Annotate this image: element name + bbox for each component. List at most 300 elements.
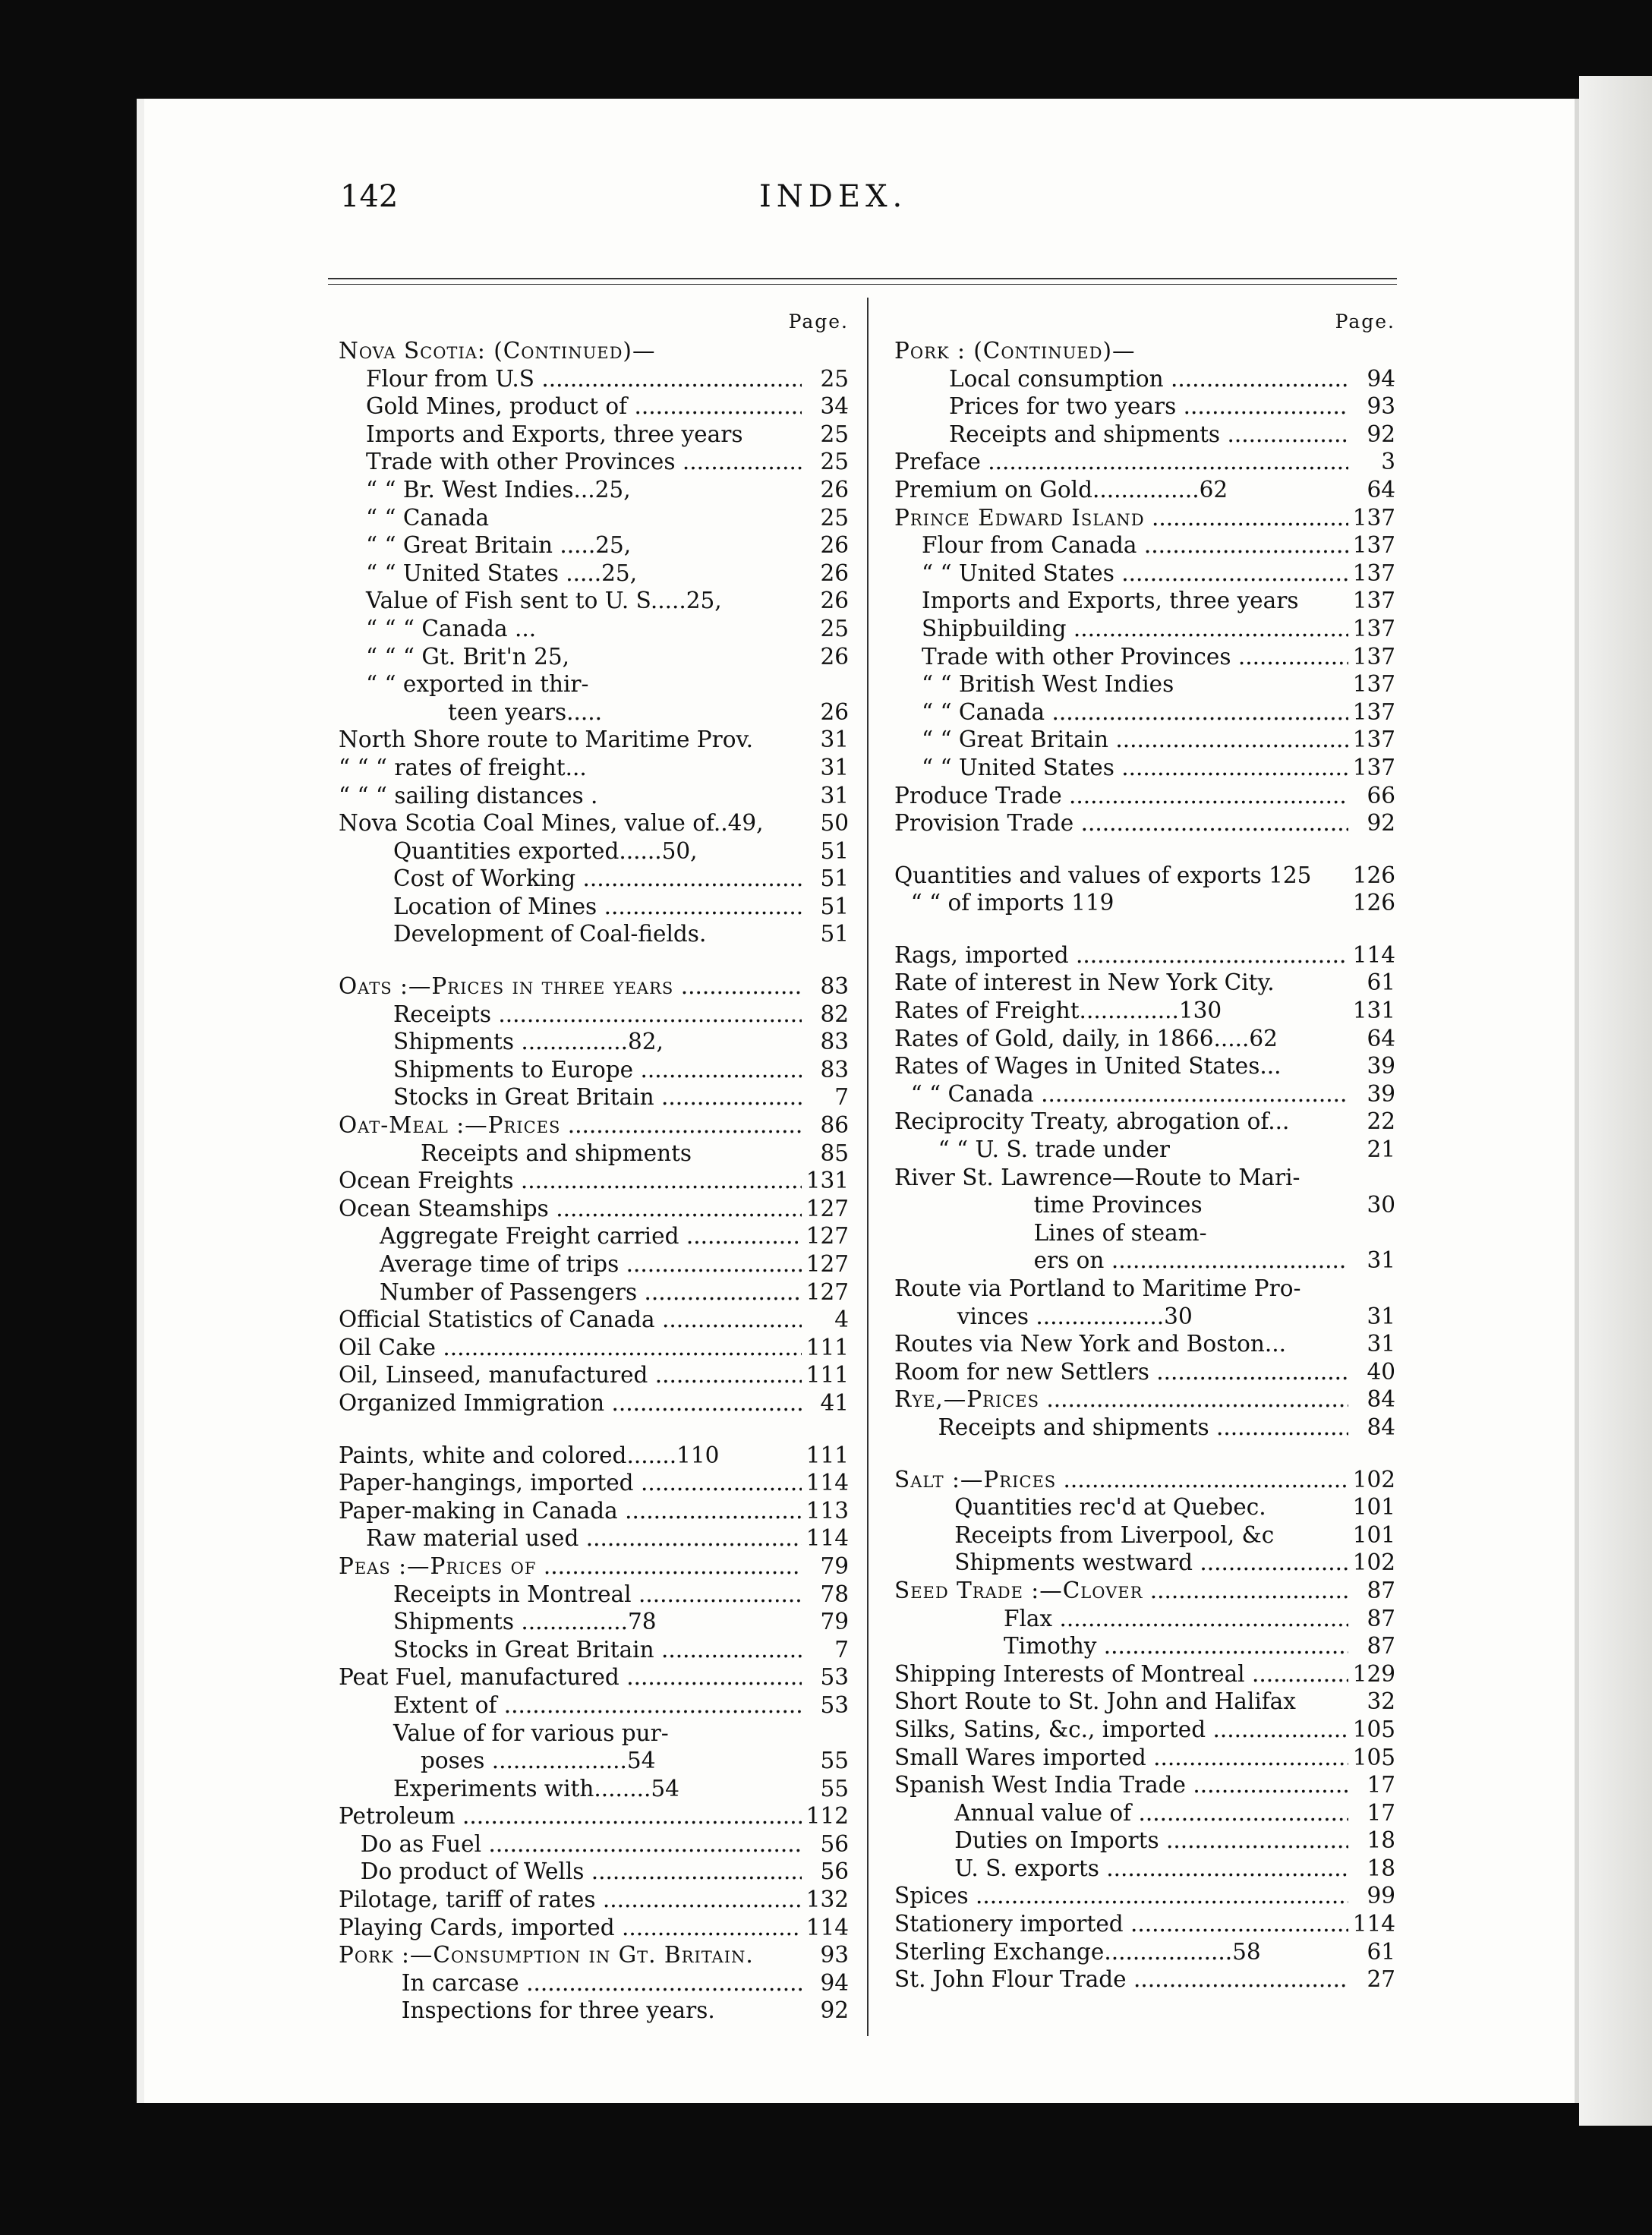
index-entry	[894, 1466, 1395, 1494]
index-entry	[339, 670, 849, 698]
index-entry	[339, 782, 849, 810]
index-page-ref: 53	[820, 1691, 849, 1718]
index-entry-text: “ “ U. S. trade under	[938, 1136, 1171, 1163]
index-entry	[339, 448, 849, 476]
index-entry-text: Pork : (Continued)—	[894, 338, 1136, 364]
section-gap	[894, 1442, 1395, 1466]
index-entry	[339, 1553, 849, 1581]
index-entry-text: “ “ Canada	[910, 1080, 1034, 1107]
index-entry	[339, 865, 849, 893]
index-page-ref: 137	[1352, 727, 1395, 753]
index-entry-text: Aggregate Freight carried	[380, 1223, 679, 1250]
index-entry-list	[894, 337, 1395, 1994]
index-page-ref: 127	[806, 1223, 849, 1250]
index-entry	[339, 1830, 849, 1858]
index-entry-text: River St. Lawrence—Route to Mari-	[894, 1164, 1300, 1190]
index-entry	[894, 726, 1395, 754]
index-entry	[339, 1914, 849, 1942]
index-page-ref: 87	[1367, 1633, 1395, 1660]
index-entry-text: Duties on Imports	[954, 1827, 1159, 1854]
header-rule-bottom	[328, 284, 1397, 285]
index-entry-text: Reciprocity Treaty, abrogation of...	[894, 1108, 1290, 1135]
index-entry	[894, 365, 1395, 393]
index-entry	[894, 698, 1395, 727]
index-entry-text: Do product of Wells	[360, 1858, 585, 1885]
index-entry	[339, 1083, 849, 1111]
index-entry	[339, 1858, 849, 1886]
index-entry	[894, 941, 1395, 969]
page-column-label: Page.	[788, 311, 849, 333]
index-page-ref: 34	[820, 393, 849, 420]
index-page-ref: 111	[806, 1334, 849, 1360]
index-page-ref: 127	[806, 1251, 849, 1277]
index-entry-text: “ “ “ Canada ...	[366, 615, 537, 641]
index-entry-list	[339, 337, 849, 2025]
index-entry-text: vinces ..................30	[957, 1303, 1193, 1329]
index-entry	[894, 670, 1395, 698]
left-index-column	[339, 307, 849, 2025]
index-entry	[339, 1802, 849, 1830]
index-entry-text: “ “ Br. West Indies...25,	[366, 476, 631, 503]
index-page-ref: 31	[820, 754, 849, 780]
index-entry	[894, 1108, 1395, 1136]
index-entry-text: Route via Portland to Maritime Pro-	[894, 1275, 1301, 1301]
index-page-ref: 94	[820, 1969, 849, 1996]
index-page-ref: 129	[1352, 1660, 1395, 1687]
index-entry	[894, 1882, 1395, 1910]
index-page-ref: 126	[1352, 862, 1395, 888]
index-entry-text: Shipping Interests of Montreal	[894, 1660, 1245, 1687]
index-page-ref: 55	[820, 1748, 849, 1774]
index-page-ref: 26	[820, 476, 849, 503]
index-entry	[894, 1219, 1395, 1247]
next-page-edge	[1579, 76, 1652, 2126]
index-entry-text: Playing Cards, imported	[339, 1914, 615, 1940]
index-entry-text: Number of Passengers	[380, 1278, 638, 1305]
index-page-ref: 84	[1367, 1414, 1395, 1440]
index-entry	[339, 809, 849, 837]
index-page-ref: 21	[1367, 1136, 1395, 1163]
index-entry-text: Sterling Exchange..................58	[894, 1938, 1261, 1965]
index-page-ref: 137	[1352, 615, 1395, 641]
index-page-ref: 31	[1367, 1331, 1395, 1357]
index-page-ref: 31	[1367, 1247, 1395, 1274]
index-entry-text: Receipts from Liverpool, &c	[954, 1521, 1275, 1548]
index-entry-text: Rate of interest in New York City.	[894, 969, 1275, 996]
index-entry	[894, 997, 1395, 1025]
index-page-ref: 64	[1367, 1025, 1395, 1051]
index-entry-text: Shipments ...............82,	[393, 1029, 664, 1055]
index-entry-text: Receipts and shipments	[949, 421, 1221, 447]
index-entry-text: Produce Trade	[894, 782, 1062, 809]
page-column-label: Page.	[1335, 311, 1395, 333]
index-entry	[894, 448, 1395, 476]
index-entry	[339, 1389, 849, 1417]
index-entry-text: Oat-Meal :—Prices	[339, 1112, 561, 1139]
index-entry-text: Receipts in Montreal	[393, 1581, 632, 1607]
index-entry	[894, 889, 1395, 917]
index-page-ref: 78	[820, 1581, 849, 1607]
index-page-ref: 25	[820, 615, 849, 641]
index-entry-text: Imports and Exports, three years	[922, 588, 1299, 614]
index-entry-text: Trade with other Provinces	[922, 643, 1231, 670]
index-page-ref: 50	[820, 810, 849, 837]
index-entry-text: Value of Fish sent to U. S.....25,	[366, 588, 722, 614]
index-entry	[894, 1855, 1395, 1883]
index-entry	[894, 1965, 1395, 1994]
index-page-ref: 83	[820, 1056, 849, 1083]
index-page-ref: 26	[820, 532, 849, 559]
index-entry	[339, 1524, 849, 1553]
index-entry	[894, 504, 1395, 532]
index-entry	[339, 421, 849, 449]
index-entry	[339, 560, 849, 588]
index-entry	[894, 1164, 1395, 1192]
index-entry-text: Do as Fuel	[360, 1830, 482, 1857]
index-page-ref: 61	[1367, 1938, 1395, 1965]
index-entry-text: Nova Scotia: (Continued)—	[339, 338, 656, 364]
index-entry-text: “ “ of imports 119	[910, 890, 1114, 916]
index-entry-text: “ “ Great Britain .....25,	[366, 532, 632, 559]
index-page-ref: 51	[820, 865, 849, 892]
index-entry-text: Annual value of	[954, 1799, 1132, 1826]
index-page-ref: 131	[806, 1168, 849, 1194]
index-page-ref: 31	[820, 727, 849, 753]
index-entry-text: Receipts and shipments	[421, 1140, 692, 1166]
index-entry-text: Average time of trips	[380, 1251, 620, 1277]
index-entry	[339, 1997, 849, 2025]
index-entry-text: Shipbuilding	[922, 615, 1067, 641]
index-page-ref: 127	[806, 1195, 849, 1222]
index-entry	[339, 1720, 849, 1748]
index-entry-text: Inspections for three years.	[401, 1997, 715, 2024]
index-entry	[339, 1775, 849, 1803]
index-entry	[894, 1080, 1395, 1108]
index-entry	[894, 531, 1395, 560]
index-entry	[339, 1195, 849, 1223]
index-entry-text: Value of for various pur-	[393, 1720, 669, 1746]
index-page-ref: 105	[1352, 1716, 1395, 1742]
index-entry-text: “ “ Canada	[366, 504, 490, 531]
index-entry-text: Salt :—Prices	[894, 1466, 1057, 1493]
index-page-ref: 40	[1367, 1358, 1395, 1385]
index-entry-text: In carcase	[401, 1969, 519, 1996]
index-entry-text: St. John Flour Trade	[894, 1966, 1127, 1993]
index-entry	[339, 1361, 849, 1389]
index-entry-text: Stocks in Great Britain	[393, 1636, 654, 1663]
index-entry-text: Gold Mines, product of	[366, 393, 628, 420]
index-entry	[894, 560, 1395, 588]
index-page-ref: 114	[806, 1470, 849, 1496]
index-entry	[894, 476, 1395, 504]
index-entry	[894, 587, 1395, 615]
index-page-ref: 55	[820, 1775, 849, 1802]
index-entry	[339, 365, 849, 393]
index-page-ref: 105	[1352, 1744, 1395, 1770]
index-page-ref: 137	[1352, 588, 1395, 614]
index-entry-text: Trade with other Provinces	[366, 449, 676, 475]
index-entry	[339, 893, 849, 921]
index-page-ref: 17	[1367, 1799, 1395, 1826]
index-page-ref: 86	[820, 1112, 849, 1139]
index-page-ref: 18	[1367, 1855, 1395, 1881]
index-entry	[339, 1886, 849, 1914]
section-gap	[339, 948, 849, 972]
index-page-ref: 61	[1367, 969, 1395, 996]
index-page-ref: 4	[834, 1307, 849, 1333]
index-entry	[339, 1636, 849, 1664]
index-entry-text: Ocean Steamships	[339, 1195, 549, 1222]
index-entry	[339, 1278, 849, 1307]
index-entry-text: Flax	[1004, 1605, 1053, 1631]
index-entry	[339, 1608, 849, 1636]
index-page-ref: 25	[820, 421, 849, 447]
index-page-ref: 127	[806, 1278, 849, 1305]
index-page-ref: 131	[1352, 998, 1395, 1024]
index-entry	[894, 1744, 1395, 1772]
index-page-ref: 132	[806, 1887, 849, 1913]
index-entry-text: Local consumption	[949, 365, 1164, 392]
index-page-ref: 114	[806, 1525, 849, 1552]
index-entry-text: Premium on Gold...............62	[894, 476, 1228, 503]
index-page-ref: 102	[1352, 1549, 1395, 1576]
index-entry	[894, 1052, 1395, 1080]
index-entry	[339, 1497, 849, 1525]
index-entry-text: Rye,—Prices	[894, 1386, 1040, 1413]
index-entry-text: Quantities and values of exports 125	[894, 862, 1312, 888]
index-page-ref: 7	[834, 1636, 849, 1663]
index-entry-text: Short Route to St. John and Halifax	[894, 1688, 1296, 1715]
index-page-ref: 92	[1367, 421, 1395, 447]
index-entry	[894, 1358, 1395, 1386]
index-entry	[339, 1969, 849, 1997]
index-entry-text: Location of Mines	[393, 893, 597, 919]
index-entry-text: Experiments with........54	[393, 1775, 679, 1802]
index-page-ref: 92	[1367, 810, 1395, 837]
index-page-ref: 87	[1367, 1577, 1395, 1603]
index-page-ref: 22	[1367, 1108, 1395, 1135]
index-entry-text: Development of Coal-fields.	[393, 921, 707, 947]
index-entry-text: Paints, white and colored.......110	[339, 1442, 720, 1468]
index-entry-text: Prices for two years	[949, 393, 1177, 420]
index-entry	[894, 809, 1395, 837]
index-page-ref: 137	[1352, 671, 1395, 698]
index-entry-text: Extent of	[393, 1691, 497, 1718]
index-page-ref: 41	[820, 1389, 849, 1416]
index-entry	[894, 1303, 1395, 1331]
index-page-ref: 56	[820, 1858, 849, 1885]
right-index-column	[894, 307, 1395, 1994]
index-page-ref: 26	[820, 588, 849, 614]
index-entry	[894, 1549, 1395, 1577]
index-entry	[894, 1716, 1395, 1744]
index-entry	[339, 643, 849, 671]
index-page-ref: 64	[1367, 476, 1395, 503]
index-entry-text: Quantities rec'd at Quebec.	[954, 1494, 1266, 1521]
index-entry-text: time Provinces	[1033, 1192, 1203, 1218]
index-entry	[894, 1247, 1395, 1275]
index-entry	[894, 969, 1395, 997]
index-entry-text: Small Wares imported	[894, 1744, 1146, 1770]
index-entry	[894, 615, 1395, 643]
index-entry	[339, 1306, 849, 1334]
index-entry-text: Prince Edward Island	[894, 504, 1145, 531]
index-entry-text: Official Statistics of Canada	[339, 1307, 655, 1333]
index-entry	[339, 1442, 849, 1470]
index-entry-text: Peas :—Prices of	[339, 1553, 537, 1579]
index-entry-text: Rates of Gold, daily, in 1866.....62	[894, 1025, 1278, 1051]
index-page-ref: 79	[820, 1553, 849, 1579]
index-entry	[894, 1025, 1395, 1053]
index-entry	[339, 1250, 849, 1278]
index-entry-text: Petroleum	[339, 1803, 456, 1830]
index-entry	[894, 1632, 1395, 1660]
index-entry-text: “ “ British West Indies	[922, 671, 1174, 698]
index-entry-text: Pilotage, tariff of rates	[339, 1887, 596, 1913]
index-page-ref: 112	[806, 1803, 849, 1830]
index-entry-text: Flour from Canada	[922, 532, 1137, 559]
index-entry	[894, 1385, 1395, 1414]
index-page-ref: 25	[820, 504, 849, 531]
index-entry-text: Ocean Freights	[339, 1168, 514, 1194]
index-page-ref: 137	[1352, 698, 1395, 725]
section-gap	[894, 837, 1395, 862]
index-entry-text: Pork :—Consumption in Gt. Britain.	[339, 1942, 754, 1969]
section-gap	[339, 1417, 849, 1442]
index-page-ref: 53	[820, 1664, 849, 1691]
page-title: INDEX.	[759, 179, 908, 214]
index-page-ref: 137	[1352, 643, 1395, 670]
index-entry-text: “ “ Great Britain	[922, 727, 1108, 753]
index-entry-text: Stationery imported	[894, 1911, 1124, 1937]
index-entry	[894, 337, 1395, 365]
index-entry	[339, 1469, 849, 1497]
index-entry	[339, 754, 849, 782]
index-page-ref: 26	[820, 643, 849, 670]
page-number: 142	[340, 179, 399, 214]
index-entry	[894, 421, 1395, 449]
index-entry	[339, 1747, 849, 1775]
index-entry	[339, 1334, 849, 1362]
index-entry	[339, 1581, 849, 1609]
index-entry-text: Rates of Freight..............130	[894, 998, 1222, 1024]
index-entry-text: Oil, Linseed, manufactured	[339, 1362, 648, 1389]
index-page-ref: 66	[1367, 782, 1395, 809]
index-entry-text: Spices	[894, 1883, 969, 1909]
index-page-ref: 26	[820, 698, 849, 725]
index-page-ref: 137	[1352, 560, 1395, 586]
index-page-ref: 111	[806, 1362, 849, 1389]
index-entry-text: Shipments ...............78	[393, 1609, 657, 1635]
index-page-ref: 84	[1367, 1386, 1395, 1413]
index-entry	[894, 754, 1395, 782]
index-entry-text: Rates of Wages in United States...	[894, 1053, 1282, 1080]
index-entry-text: Lines of steam-	[1033, 1219, 1207, 1246]
header-rule-top	[328, 278, 1397, 279]
index-entry-text: Provision Trade	[894, 810, 1074, 837]
section-gap	[894, 917, 1395, 941]
index-page-ref: 39	[1367, 1053, 1395, 1080]
index-page-ref: 31	[1367, 1303, 1395, 1329]
index-entry-text: “ “ “ Gt. Brit'n 25,	[366, 643, 570, 670]
index-entry	[339, 337, 849, 365]
index-entry-text: Nova Scotia Coal Mines, value of..49,	[339, 810, 764, 837]
index-page-ref: 51	[820, 893, 849, 919]
index-entry	[339, 972, 849, 1001]
index-entry-text: Shipments to Europe	[393, 1056, 634, 1083]
index-page-ref: 18	[1367, 1827, 1395, 1854]
index-entry-text: Peat Fuel, manufactured	[339, 1664, 620, 1691]
index-entry	[894, 1191, 1395, 1219]
index-page-ref: 39	[1367, 1080, 1395, 1107]
index-page-ref: 51	[820, 921, 849, 947]
index-page-ref: 114	[1352, 1911, 1395, 1937]
index-page-ref: 99	[1367, 1883, 1395, 1909]
index-entry	[894, 1577, 1395, 1605]
index-page-ref: 93	[1367, 393, 1395, 420]
index-entry	[894, 1938, 1395, 1966]
index-entry-text: Paper-hangings, imported	[339, 1470, 634, 1496]
index-page-ref: 93	[820, 1942, 849, 1969]
index-entry	[894, 1605, 1395, 1633]
index-entry-text: Organized Immigration	[339, 1389, 605, 1416]
index-page-ref: 114	[806, 1914, 849, 1940]
index-entry	[894, 1660, 1395, 1688]
index-page-ref: 101	[1352, 1521, 1395, 1548]
index-page-ref: 113	[806, 1497, 849, 1524]
index-entry	[894, 1799, 1395, 1827]
index-page-ref: 27	[1367, 1966, 1395, 1993]
index-entry	[894, 1910, 1395, 1938]
index-entry-text: “ “ exported in thir-	[366, 671, 589, 698]
index-entry-text: teen years.....	[448, 698, 602, 725]
index-entry	[894, 1136, 1395, 1164]
index-page-ref: 101	[1352, 1494, 1395, 1521]
index-entry	[894, 1688, 1395, 1716]
index-entry	[339, 1001, 849, 1029]
index-entry	[339, 587, 849, 615]
index-page-ref: 111	[806, 1442, 849, 1468]
index-entry-text: Shipments westward	[954, 1549, 1193, 1576]
index-entry-text: Oats :—Prices in three years	[339, 973, 674, 1000]
index-entry-text: Routes via New York and Boston...	[894, 1331, 1286, 1357]
index-entry	[339, 1167, 849, 1195]
index-entry-text: Flour from U.S	[366, 365, 535, 392]
index-entry	[339, 837, 849, 865]
index-page-ref: 7	[834, 1084, 849, 1111]
index-entry-text: poses ...................54	[421, 1748, 656, 1774]
index-entry-text: “ “ United States .....25,	[366, 560, 638, 586]
index-entry	[339, 698, 849, 727]
index-entry	[894, 392, 1395, 421]
index-entry-text: “ “ Canada	[922, 698, 1045, 725]
index-entry	[894, 1521, 1395, 1549]
index-page-ref: 85	[820, 1140, 849, 1166]
index-entry-text: Paper-making in Canada	[339, 1497, 618, 1524]
index-entry	[339, 726, 849, 754]
index-page-ref: 137	[1352, 504, 1395, 531]
index-page-ref: 25	[820, 449, 849, 475]
index-entry-text: Timothy	[1004, 1633, 1097, 1660]
index-page-ref: 79	[820, 1609, 849, 1635]
index-entry	[894, 643, 1395, 671]
index-page-ref: 137	[1352, 754, 1395, 780]
index-entry	[339, 1691, 849, 1720]
index-page-ref: 51	[820, 837, 849, 864]
index-entry-text: Stocks in Great Britain	[393, 1084, 654, 1111]
index-page-ref: 94	[1367, 365, 1395, 392]
index-entry-text: Receipts and shipments	[938, 1414, 1209, 1440]
